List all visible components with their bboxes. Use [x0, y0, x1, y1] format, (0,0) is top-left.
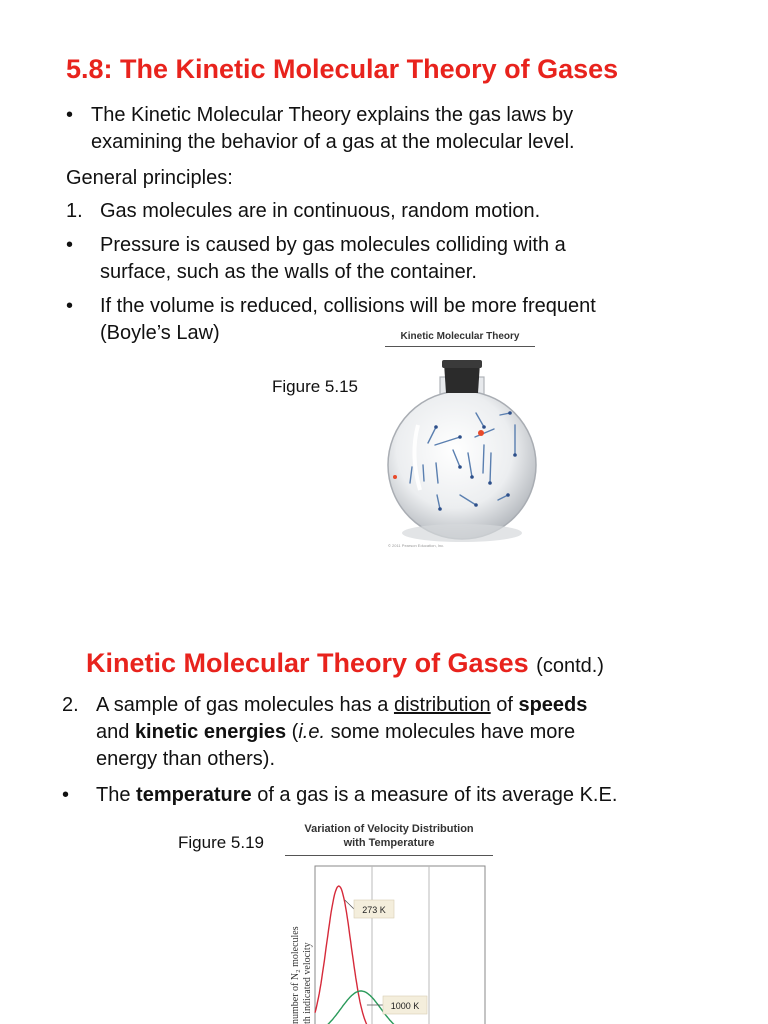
item-1-text: Gas molecules are in continuous, random motion.: [100, 200, 541, 222]
item-2-line-1: [96, 691, 587, 719]
molecule-head: [434, 425, 438, 429]
slide2-title-suffix: (contd.): [536, 655, 604, 677]
molecule-head: [482, 425, 486, 429]
bullet-marker: •: [66, 234, 74, 256]
bullet-marker: •: [66, 295, 74, 317]
bullet-marker: •: [66, 104, 74, 126]
intro-line-2: examining the behavior of a gas at the molecular level.: [91, 131, 575, 153]
stopper-top: [442, 360, 482, 368]
speeds-bold: speeds: [518, 694, 588, 716]
molecule: [490, 453, 491, 483]
chart-ylabel-line-2: th indicated velocity: [302, 942, 313, 1024]
slide2-title: [86, 648, 604, 679]
molecule-head: [513, 453, 517, 457]
chart-title-line-1: Variation of Velocity Distribution: [304, 823, 474, 835]
chart-title-line-2: with Temperature: [343, 837, 435, 849]
volume-line-1: If the volume is reduced, collisions will be more frequent: [100, 295, 596, 317]
flask-illustration: [380, 355, 550, 555]
general-principles: General principles:: [66, 167, 233, 189]
item-2-line-2: [96, 718, 575, 746]
molecule-head: [488, 481, 492, 485]
chart-figure-title: [285, 822, 493, 850]
text-run: A sample of gas molecules has a: [96, 694, 394, 716]
molecule-head: [458, 435, 462, 439]
molecule: [483, 445, 484, 473]
temperature-line: [96, 781, 617, 809]
molecule-head: [506, 493, 510, 497]
text-run: (: [286, 721, 299, 743]
series-label-273k: 273 K: [362, 905, 386, 915]
molecule-head: [458, 465, 462, 469]
item-2-line-3: energy than others).: [96, 748, 275, 770]
chart-ylabel-line-1: number of N₂ molecules: [290, 926, 301, 1024]
series-label-1000k: 1000 K: [390, 1001, 420, 1011]
pressure-line-2: surface, such as the walls of the container.: [100, 261, 477, 283]
flask-body: [388, 391, 536, 539]
text-run: some molecules have more: [325, 721, 576, 743]
flask-copyright: © 2011 Pearson Education, Inc.: [388, 543, 445, 548]
chart-figure-rule: [285, 855, 493, 856]
item-2-marker: 2.: [62, 694, 79, 716]
velocity-distribution-chart: [282, 860, 502, 1024]
slide1-title: 5.8: The Kinetic Molecular Theory of Gases: [66, 54, 619, 84]
flask-figure-title: Kinetic Molecular Theory: [400, 331, 520, 342]
slide2-title-main: Kinetic Molecular Theory of Gases: [86, 648, 529, 678]
text-run: The: [96, 784, 137, 806]
bullet-marker: •: [62, 784, 70, 806]
molecule: [423, 465, 424, 481]
text-run: of: [490, 694, 519, 716]
wall-collision-marker: [393, 475, 397, 479]
molecule-head: [474, 503, 478, 507]
ie-italic: i.e.: [298, 721, 326, 743]
figure-5-19-label: Figure 5.19: [178, 833, 264, 852]
distribution-underlined: distribution: [393, 694, 491, 716]
molecule-head: [470, 475, 474, 479]
pressure-line-1: Pressure is caused by gas molecules colliding with a: [100, 234, 566, 256]
temperature-bold: temperature: [136, 784, 252, 806]
flask-base: [402, 524, 522, 542]
intro-line-1: The Kinetic Molecular Theory explains the gas laws by: [91, 104, 574, 126]
kinetic-energies-bold: kinetic energies: [134, 721, 287, 743]
molecule-head: [438, 507, 442, 511]
item-1-marker: 1.: [66, 200, 83, 222]
molecule-head: [508, 411, 512, 415]
text-run: and: [96, 721, 135, 743]
figure-5-15-label: Figure 5.15: [272, 377, 358, 396]
volume-line-2: (Boyle’s Law): [100, 322, 220, 344]
collision-marker: [478, 430, 484, 436]
flask-figure-rule: [385, 346, 535, 347]
text-run: of a gas is a measure of its average K.E.: [251, 784, 618, 806]
